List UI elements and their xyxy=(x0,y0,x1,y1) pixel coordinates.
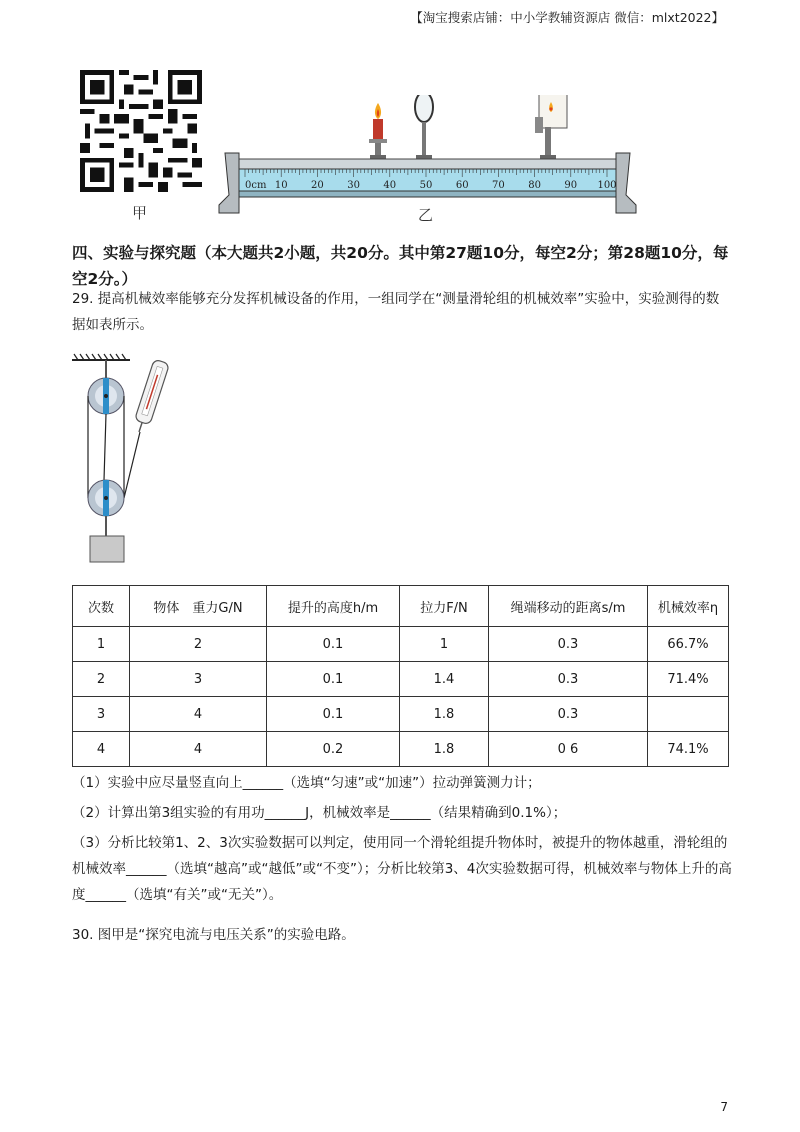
ruler-tick-label: 100 xyxy=(597,180,617,191)
table-cell: 0.1 xyxy=(267,662,400,697)
ruler-tick-label: 0cm xyxy=(245,180,267,191)
question-29-intro: 29. 提高机械效率能够充分发挥机械设备的作用，一组同学在“测量滑轮组的机械效率”实验中，实验测得的数据如表所示。 xyxy=(72,291,720,333)
table-header-cell: 机械效率η xyxy=(648,586,729,627)
table-cell: 66.7% xyxy=(648,627,729,662)
table-cell: 4 xyxy=(130,732,267,767)
section-title: 四、实验与探究题（本大题共2小题，共20分。其中第27题10分，每空2分；第28题10分，每空2分。） xyxy=(72,244,729,288)
qr-code-image xyxy=(80,70,202,192)
page-header: 【淘宝搜索店铺：中小学教辅资源店 微信：mlxt2022】 xyxy=(410,10,724,25)
table-cell: 71.4% xyxy=(648,662,729,697)
figure-label-yi: 乙 xyxy=(418,206,434,224)
table-cell: 3 xyxy=(130,662,267,697)
table-cell: 0.3 xyxy=(489,627,648,662)
figure-label-jia: 甲 xyxy=(132,204,148,222)
question-30-intro: 30. 图甲是“探究电流与电压关系”的实验电路。 xyxy=(72,927,355,943)
ruler-tick-label: 70 xyxy=(492,180,505,191)
ruler-tick-label: 80 xyxy=(528,180,541,191)
table-cell: 1.8 xyxy=(400,732,489,767)
table-row xyxy=(73,732,729,767)
data-table xyxy=(72,585,729,767)
table-cell: 3 xyxy=(73,697,130,732)
table-header-cell: 绳端移动的距离s/m xyxy=(489,586,648,627)
ruler-tick-label: 90 xyxy=(564,180,578,191)
table-cell: 0.1 xyxy=(267,627,400,662)
pulley-apparatus-image xyxy=(68,352,188,572)
table-cell: 0.3 xyxy=(489,662,648,697)
table-cell: 0.1 xyxy=(267,697,400,732)
table-header-cell: 提升的高度h/m xyxy=(267,586,400,627)
table-row xyxy=(73,662,729,697)
table-cell: 1 xyxy=(73,627,130,662)
ruler-tick-label: 60 xyxy=(455,180,469,191)
optical-bench-image xyxy=(215,95,640,220)
question-29-part-2: （2）计算出第3组实验的有用功______J，机械效率是______（结果精确到0.1%）； xyxy=(72,805,567,821)
table-cell: 0 6 xyxy=(489,732,648,767)
table-cell: 4 xyxy=(130,697,267,732)
page-number: 7 xyxy=(720,1100,728,1114)
table-header-row xyxy=(73,586,729,627)
table-cell xyxy=(648,697,729,732)
table-row xyxy=(73,627,729,662)
question-29-part-1: （1）实验中应尽量竖直向上______（选填“匀速”或“加速”）拉动弹簧测力计； xyxy=(72,775,541,791)
table-cell: 0.2 xyxy=(267,732,400,767)
table-header-cell: 拉力F/N xyxy=(400,586,489,627)
ruler-tick-label: 10 xyxy=(274,180,288,191)
table-cell: 74.1% xyxy=(648,732,729,767)
ruler-tick-label: 40 xyxy=(383,180,397,191)
table-cell: 1 xyxy=(400,627,489,662)
question-29-part-3: （3）分析比较第1、2、3次实验数据可以判定，使用同一个滑轮组提升物体时，被提升的物体越重，滑轮组的机械效率______（选填“越高”或“越低”或“不变”）；分析比较第3、4次实验数据可得，机械效率与物体上升的高度______（选填“有关”或“无关”）。 xyxy=(72,835,732,903)
table-cell: 0.3 xyxy=(489,697,648,732)
ruler-tick-label: 30 xyxy=(347,180,360,191)
table-header-cell: 次数 xyxy=(73,586,130,627)
table-header-cell: 物体 重力G/N xyxy=(130,586,267,627)
table-cell: 2 xyxy=(73,662,130,697)
table-cell: 1.8 xyxy=(400,697,489,732)
table-cell: 2 xyxy=(130,627,267,662)
ruler-tick-label: 50 xyxy=(419,180,433,191)
table-cell: 4 xyxy=(73,732,130,767)
table-cell: 1.4 xyxy=(400,662,489,697)
ruler-tick-label: 20 xyxy=(311,180,324,191)
table-row xyxy=(73,697,729,732)
